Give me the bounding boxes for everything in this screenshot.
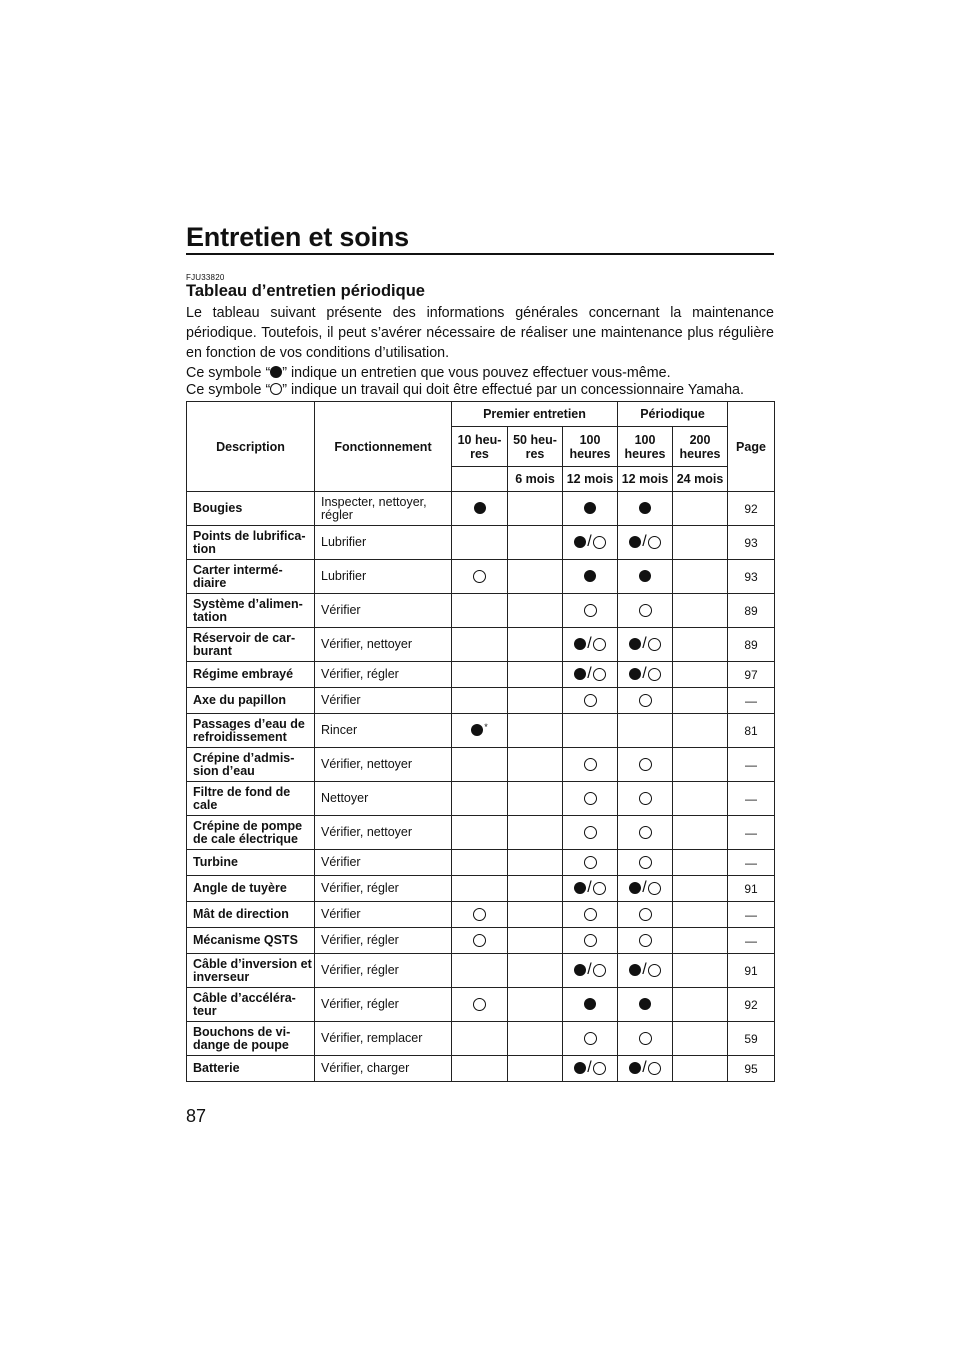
maintenance-mark (508, 1022, 563, 1056)
header-periodique: Périodique (618, 402, 728, 427)
table-row (187, 876, 775, 902)
empty-circle-icon (639, 1032, 652, 1045)
filled-circle-icon (629, 638, 641, 650)
maintenance-mark (618, 876, 673, 902)
slash-separator: / (587, 1059, 592, 1077)
header-description: Description (187, 402, 315, 492)
maintenance-mark (452, 492, 508, 526)
filled-circle-icon (270, 366, 282, 378)
empty-circle-icon (584, 908, 597, 921)
page-title: Entretien et soins (186, 222, 409, 252)
maintenance-mark (673, 902, 728, 928)
row-page: 93 (728, 526, 775, 560)
intro-paragraph: Le tableau suivant présente des informations générales concernant la maintenance périodique. Toutefois, il peut s’avérer nécessaire de réaliser une maintenance plus régulière en fonction de vos conditions d’utilisation. (186, 305, 774, 361)
maintenance-mark (508, 1056, 563, 1082)
maintenance-mark (508, 594, 563, 628)
slash-separator: / (642, 533, 647, 551)
table-row (187, 628, 775, 662)
maintenance-mark (508, 928, 563, 954)
empty-circle-icon (584, 694, 597, 707)
empty-circle-icon (473, 908, 486, 921)
row-page: — (728, 816, 775, 850)
row-function: Vérifier, régler (315, 988, 452, 1022)
row-page: 93 (728, 560, 775, 594)
row-description: Réservoir de car-burant (187, 628, 315, 662)
row-page: 91 (728, 876, 775, 902)
row-description: Crépine de pompe de cale électrique (187, 816, 315, 850)
maintenance-mark (673, 688, 728, 714)
row-function: Vérifier, régler (315, 876, 452, 902)
row-description: Points de lubrifica-tion (187, 526, 315, 560)
legend-empty (186, 380, 786, 400)
table-row (187, 662, 775, 688)
empty-circle-icon (639, 792, 652, 805)
row-description: Câble d’accéléra-teur (187, 988, 315, 1022)
row-page: — (728, 748, 775, 782)
table-row (187, 1056, 775, 1082)
row-page: 92 (728, 492, 775, 526)
slash-separator: / (642, 1059, 647, 1077)
slash-separator: / (642, 665, 647, 683)
row-function: Vérifier, régler (315, 928, 452, 954)
row-page: 81 (728, 714, 775, 748)
empty-circle-icon (584, 826, 597, 839)
maintenance-mark (452, 560, 508, 594)
maintenance-mark (563, 628, 618, 662)
maintenance-mark (563, 714, 618, 748)
row-description: Crépine d’admis-sion d’eau (187, 748, 315, 782)
slash-separator: / (642, 635, 647, 653)
maintenance-mark (508, 628, 563, 662)
maintenance-mark (508, 492, 563, 526)
section-title: Tableau d’entretien périodique (186, 282, 425, 300)
table-row (187, 1022, 775, 1056)
maintenance-mark (673, 560, 728, 594)
header-50h: 50 heu-res (508, 427, 563, 467)
row-description: Axe du papillon (187, 688, 315, 714)
row-description: Bougies (187, 492, 315, 526)
table-row (187, 928, 775, 954)
maintenance-mark (618, 662, 673, 688)
row-function: Nettoyer (315, 782, 452, 816)
empty-circle-icon (473, 934, 486, 947)
maintenance-mark (508, 526, 563, 560)
empty-circle-icon (473, 570, 486, 583)
maintenance-mark (452, 988, 508, 1022)
filled-circle-icon (629, 964, 641, 976)
empty-circle-icon (639, 826, 652, 839)
row-description: Passages d’eau de refroidissement (187, 714, 315, 748)
table-row (187, 714, 775, 748)
filled-circle-icon (471, 724, 483, 736)
maintenance-mark (618, 526, 673, 560)
empty-circle-icon (473, 998, 486, 1011)
maintenance-mark (452, 526, 508, 560)
empty-circle-icon (648, 882, 661, 895)
maintenance-mark (673, 850, 728, 876)
row-function: Lubrifier (315, 526, 452, 560)
maintenance-mark (673, 954, 728, 988)
empty-circle-icon (584, 1032, 597, 1045)
header-200h: 200 heures (673, 427, 728, 467)
maintenance-mark (452, 902, 508, 928)
row-page: 89 (728, 594, 775, 628)
maintenance-mark (673, 748, 728, 782)
row-function: Inspecter, nettoyer, régler (315, 492, 452, 526)
table-row (187, 850, 775, 876)
maintenance-mark (452, 782, 508, 816)
maintenance-mark (673, 1056, 728, 1082)
row-page: — (728, 688, 775, 714)
maintenance-mark (452, 748, 508, 782)
empty-circle-icon (584, 604, 597, 617)
row-description: Système d’alimen-tation (187, 594, 315, 628)
maintenance-mark (563, 560, 618, 594)
maintenance-mark (563, 1056, 618, 1082)
table-row (187, 902, 775, 928)
asterisk-icon: * (484, 721, 488, 732)
maintenance-mark (452, 876, 508, 902)
empty-circle-icon (648, 1062, 661, 1075)
table-row (187, 560, 775, 594)
maintenance-mark (618, 782, 673, 816)
row-function: Vérifier (315, 594, 452, 628)
header-page: Page (728, 402, 775, 492)
row-page: 59 (728, 1022, 775, 1056)
table-row (187, 988, 775, 1022)
filled-circle-icon (629, 882, 641, 894)
table-body (187, 492, 775, 1082)
maintenance-mark (452, 662, 508, 688)
maintenance-mark (563, 782, 618, 816)
legend-empty-after: ” indique un travail qui doit être effectué par un concessionnaire Yamaha. (282, 382, 744, 398)
empty-circle-icon (639, 908, 652, 921)
maintenance-mark (618, 954, 673, 988)
row-page: 89 (728, 628, 775, 662)
filled-circle-icon (639, 570, 651, 582)
page-number: 87 (186, 1106, 207, 1126)
empty-circle-icon (593, 964, 606, 977)
filled-circle-icon (629, 536, 641, 548)
row-function: Vérifier (315, 902, 452, 928)
table-row (187, 688, 775, 714)
maintenance-mark (618, 816, 673, 850)
row-description: Carter intermé-diaire (187, 560, 315, 594)
maintenance-mark (452, 594, 508, 628)
maintenance-mark (508, 850, 563, 876)
maintenance-mark (618, 902, 673, 928)
row-description: Filtre de fond de cale (187, 782, 315, 816)
row-description: Câble d’inversion et inverseur (187, 954, 315, 988)
header-premier-entretien: Premier entretien (452, 402, 618, 427)
empty-circle-icon (593, 668, 606, 681)
maintenance-mark (508, 816, 563, 850)
maintenance-mark (452, 628, 508, 662)
header-6-mois: 6 mois (508, 467, 563, 492)
table-row (187, 816, 775, 850)
maintenance-mark (508, 688, 563, 714)
row-page: — (728, 850, 775, 876)
row-function: Vérifier, nettoyer (315, 628, 452, 662)
maintenance-mark (618, 988, 673, 1022)
maintenance-mark (508, 988, 563, 1022)
maintenance-mark (563, 662, 618, 688)
empty-circle-icon (270, 383, 282, 395)
table-row (187, 954, 775, 988)
slash-separator: / (587, 961, 592, 979)
maintenance-mark (618, 1056, 673, 1082)
maintenance-mark (563, 850, 618, 876)
empty-circle-icon (584, 856, 597, 869)
maintenance-mark (618, 492, 673, 526)
row-function: Vérifier, nettoyer (315, 748, 452, 782)
maintenance-mark (563, 954, 618, 988)
row-page: 95 (728, 1056, 775, 1082)
maintenance-mark (563, 876, 618, 902)
slash-separator: / (587, 665, 592, 683)
row-page: — (728, 928, 775, 954)
legend-full-before: Ce symbole “ (186, 365, 271, 381)
row-function: Vérifier, régler (315, 662, 452, 688)
filled-circle-icon (574, 638, 586, 650)
table-row (187, 782, 775, 816)
maintenance-table (186, 401, 775, 1082)
section-code: FJU33820 (186, 273, 225, 282)
maintenance-mark (673, 492, 728, 526)
maintenance-mark (618, 714, 673, 748)
maintenance-mark (563, 816, 618, 850)
maintenance-mark (452, 1022, 508, 1056)
filled-circle-icon (629, 1062, 641, 1074)
maintenance-mark (673, 988, 728, 1022)
maintenance-mark (673, 782, 728, 816)
maintenance-mark (563, 688, 618, 714)
header-100h-first: 100 heures (563, 427, 618, 467)
row-page: 92 (728, 988, 775, 1022)
row-function: Vérifier (315, 850, 452, 876)
legend-full-after: ” indique un entretien que vous pouvez effectuer vous-même. (282, 365, 671, 381)
maintenance-mark (673, 526, 728, 560)
maintenance-mark (508, 782, 563, 816)
maintenance-mark (508, 954, 563, 988)
maintenance-mark (563, 928, 618, 954)
maintenance-mark (508, 714, 563, 748)
slash-separator: / (587, 879, 592, 897)
row-function: Vérifier, nettoyer (315, 816, 452, 850)
maintenance-mark (563, 526, 618, 560)
empty-circle-icon (584, 758, 597, 771)
row-function: Vérifier, régler (315, 954, 452, 988)
header-100h-periodic: 100 heures (618, 427, 673, 467)
empty-circle-icon (639, 694, 652, 707)
slash-separator: / (642, 879, 647, 897)
maintenance-mark (452, 688, 508, 714)
filled-circle-icon (574, 536, 586, 548)
header-10h: 10 heu-res (452, 427, 508, 467)
row-function: Vérifier, remplacer (315, 1022, 452, 1056)
empty-circle-icon (639, 934, 652, 947)
maintenance-mark (673, 816, 728, 850)
empty-circle-icon (639, 604, 652, 617)
maintenance-mark (673, 876, 728, 902)
maintenance-mark (618, 594, 673, 628)
empty-circle-icon (593, 638, 606, 651)
maintenance-mark (618, 928, 673, 954)
empty-circle-icon (584, 934, 597, 947)
slash-separator: / (642, 961, 647, 979)
filled-circle-icon (474, 502, 486, 514)
filled-circle-icon (584, 998, 596, 1010)
maintenance-mark (618, 748, 673, 782)
maintenance-mark (452, 850, 508, 876)
empty-circle-icon (593, 1062, 606, 1075)
header-12-mois-first: 12 mois (563, 467, 618, 492)
maintenance-mark (618, 628, 673, 662)
filled-circle-icon (639, 502, 651, 514)
maintenance-mark (563, 594, 618, 628)
table-row (187, 748, 775, 782)
row-description: Mât de direction (187, 902, 315, 928)
filled-circle-icon (629, 668, 641, 680)
maintenance-mark (508, 876, 563, 902)
maintenance-mark (508, 662, 563, 688)
row-description: Bouchons de vi-dange de poupe (187, 1022, 315, 1056)
slash-separator: / (587, 533, 592, 551)
maintenance-mark (673, 1022, 728, 1056)
empty-circle-icon (648, 668, 661, 681)
maintenance-mark (563, 492, 618, 526)
row-page: — (728, 902, 775, 928)
maintenance-mark (673, 928, 728, 954)
row-page: 97 (728, 662, 775, 688)
maintenance-mark (618, 560, 673, 594)
header-12-mois-periodic: 12 mois (618, 467, 673, 492)
table-row (187, 594, 775, 628)
row-description: Turbine (187, 850, 315, 876)
filled-circle-icon (584, 570, 596, 582)
row-function: Vérifier (315, 688, 452, 714)
row-page: — (728, 782, 775, 816)
row-function: Lubrifier (315, 560, 452, 594)
maintenance-mark (452, 928, 508, 954)
maintenance-mark (673, 662, 728, 688)
table-row (187, 526, 775, 560)
filled-circle-icon (574, 1062, 586, 1074)
row-description: Batterie (187, 1056, 315, 1082)
row-function: Vérifier, charger (315, 1056, 452, 1082)
empty-circle-icon (639, 758, 652, 771)
empty-circle-icon (648, 638, 661, 651)
empty-circle-icon (584, 792, 597, 805)
maintenance-mark (452, 816, 508, 850)
maintenance-mark (618, 688, 673, 714)
maintenance-mark (452, 714, 508, 748)
legend-empty-before: Ce symbole “ (186, 382, 271, 398)
row-function: Rincer (315, 714, 452, 748)
row-description: Régime embrayé (187, 662, 315, 688)
maintenance-mark (673, 594, 728, 628)
empty-circle-icon (648, 964, 661, 977)
table-row (187, 492, 775, 526)
maintenance-mark (563, 1022, 618, 1056)
maintenance-mark (508, 902, 563, 928)
filled-circle-icon (574, 964, 586, 976)
maintenance-mark (563, 748, 618, 782)
slash-separator: / (587, 635, 592, 653)
maintenance-mark (618, 1022, 673, 1056)
header-fonctionnement: Fonctionnement (315, 402, 452, 492)
maintenance-mark (452, 954, 508, 988)
filled-circle-icon (639, 998, 651, 1010)
row-page: 91 (728, 954, 775, 988)
maintenance-mark (673, 714, 728, 748)
empty-circle-icon (639, 856, 652, 869)
empty-circle-icon (593, 882, 606, 895)
filled-circle-icon (584, 502, 596, 514)
empty-circle-icon (593, 536, 606, 549)
row-description: Angle de tuyère (187, 876, 315, 902)
filled-circle-icon (574, 882, 586, 894)
header-rule (186, 253, 774, 255)
maintenance-mark (618, 850, 673, 876)
header-blank (452, 467, 508, 492)
maintenance-mark (508, 748, 563, 782)
maintenance-mark (508, 560, 563, 594)
maintenance-mark (563, 902, 618, 928)
maintenance-mark (452, 1056, 508, 1082)
maintenance-mark (563, 988, 618, 1022)
row-description: Mécanisme QSTS (187, 928, 315, 954)
header-24-mois: 24 mois (673, 467, 728, 492)
maintenance-mark (673, 628, 728, 662)
empty-circle-icon (648, 536, 661, 549)
filled-circle-icon (574, 668, 586, 680)
